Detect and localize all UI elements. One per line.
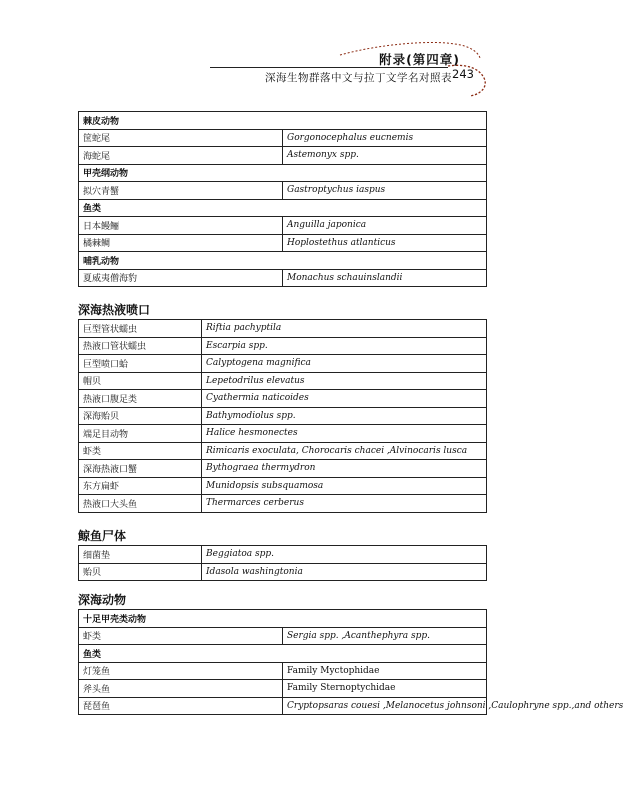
chinese-name: 筐蛇尾 <box>79 129 283 147</box>
chinese-name: 热液口大头鱼 <box>79 495 202 513</box>
table-row <box>79 563 487 581</box>
chinese-name: 巨型喷口蛤 <box>79 355 202 373</box>
section-title: 深海动物 <box>78 593 127 607</box>
latin-name: Halice hesmonectes <box>202 425 487 443</box>
table-row <box>79 546 487 564</box>
chinese-name: 热液口管状蠕虫 <box>79 337 202 355</box>
latin-name: Riftia pachyptila <box>202 320 487 338</box>
table-row <box>79 217 487 235</box>
section-title: 鲸鱼尸体 <box>78 529 127 543</box>
header-rule <box>210 67 448 68</box>
category-label: 鱼类 <box>79 199 487 217</box>
category-row <box>79 164 487 182</box>
species-table <box>78 609 623 715</box>
chinese-name: 夏威夷僧海豹 <box>79 269 283 287</box>
chinese-name: 橘棘鲷 <box>79 234 283 252</box>
latin-name: Rimicaris exoculata, Chorocaris chacei ,Alvinocaris lusca <box>202 442 487 460</box>
latin-name: Bythograea thermydron <box>202 460 487 478</box>
latin-name: Anguilla japonica <box>283 217 487 235</box>
chinese-name: 贻贝 <box>79 563 202 581</box>
chapter-title: 附录(第四章) <box>379 52 460 67</box>
species-table <box>78 319 487 513</box>
latin-name: Escarpia spp. <box>202 337 487 355</box>
table-row <box>79 129 487 147</box>
table-row <box>79 390 487 408</box>
category-row <box>79 645 487 663</box>
table-row <box>79 697 487 715</box>
latin-name: Idasola washingtonia <box>202 563 487 581</box>
category-label: 十足甲壳类动物 <box>79 610 487 628</box>
category-row <box>79 112 487 130</box>
latin-name: Sergia spp. ,Acanthephyra spp. <box>283 627 487 645</box>
latin-name: Cryptopsaras couesi ,Melanocetus johnsoni ,Caulophryne spp.,and others <box>283 697 487 715</box>
chinese-name: 虾类 <box>79 627 283 645</box>
latin-name: Thermarces cerberus <box>202 495 487 513</box>
chinese-name: 帽贝 <box>79 372 202 390</box>
table-row <box>79 627 487 645</box>
table-row <box>79 460 487 478</box>
chinese-name: 细菌垫 <box>79 546 202 564</box>
section-title: 深海热液喷口 <box>78 303 151 317</box>
table-row <box>79 407 487 425</box>
latin-name: Hoplostethus atlanticus <box>283 234 487 252</box>
chinese-name: 虾类 <box>79 442 202 460</box>
header-decoration <box>0 0 570 110</box>
table-row <box>79 147 487 165</box>
table-row <box>79 234 487 252</box>
table-row <box>79 477 487 495</box>
table-row <box>79 182 487 200</box>
chinese-name: 海蛇尾 <box>79 147 283 165</box>
category-row <box>79 252 487 270</box>
latin-name: Calyptogena magnifica <box>202 355 487 373</box>
chinese-name: 深海贻贝 <box>79 407 202 425</box>
chinese-name: 日本鳗鲡 <box>79 217 283 235</box>
chinese-name: 深海热液口蟹 <box>79 460 202 478</box>
table-row <box>79 495 487 513</box>
table-row <box>79 425 487 443</box>
page-header <box>0 0 570 110</box>
species-table <box>78 545 487 581</box>
latin-name: Family Sternoptychidae <box>283 680 487 698</box>
table-row <box>79 662 487 680</box>
chinese-name: 斧头鱼 <box>79 680 283 698</box>
latin-name: Gastroptychus iaspus <box>283 182 487 200</box>
table-row <box>79 442 487 460</box>
table-row <box>79 372 487 390</box>
table-row <box>79 355 487 373</box>
table-row <box>79 337 487 355</box>
table-row <box>79 320 487 338</box>
chinese-name: 热液口腹足类 <box>79 390 202 408</box>
table-row <box>79 680 487 698</box>
category-row <box>79 199 487 217</box>
latin-name: Astemonyx spp. <box>283 147 487 165</box>
latin-name: Monachus schauinslandii <box>283 269 487 287</box>
chinese-name: 端足目动物 <box>79 425 202 443</box>
category-label: 鱼类 <box>79 645 487 663</box>
chinese-name: 琵琶鱼 <box>79 697 283 715</box>
category-label: 哺乳动物 <box>79 252 487 270</box>
chinese-name: 拟穴青蟹 <box>79 182 283 200</box>
latin-name: Lepetodrilus elevatus <box>202 372 487 390</box>
latin-name: Cyathermia naticoides <box>202 390 487 408</box>
header-subtitle: 深海生物群落中文与拉丁文学名对照表 <box>265 72 452 84</box>
latin-name: Beggiatoa spp. <box>202 546 487 564</box>
latin-name: Family Myctophidae <box>283 662 487 680</box>
category-label: 甲壳纲动物 <box>79 164 487 182</box>
category-row <box>79 610 487 628</box>
page-number: 243 <box>452 67 474 81</box>
chinese-name: 灯笼鱼 <box>79 662 283 680</box>
latin-name: Munidopsis subsquamosa <box>202 477 487 495</box>
chinese-name: 东方扁虾 <box>79 477 202 495</box>
table-row <box>79 269 487 287</box>
latin-name: Bathymodiolus spp. <box>202 407 487 425</box>
latin-name: Gorgonocephalus eucnemis <box>283 129 487 147</box>
species-table <box>78 111 487 287</box>
chinese-name: 巨型管状蠕虫 <box>79 320 202 338</box>
category-label: 棘皮动物 <box>79 112 487 130</box>
